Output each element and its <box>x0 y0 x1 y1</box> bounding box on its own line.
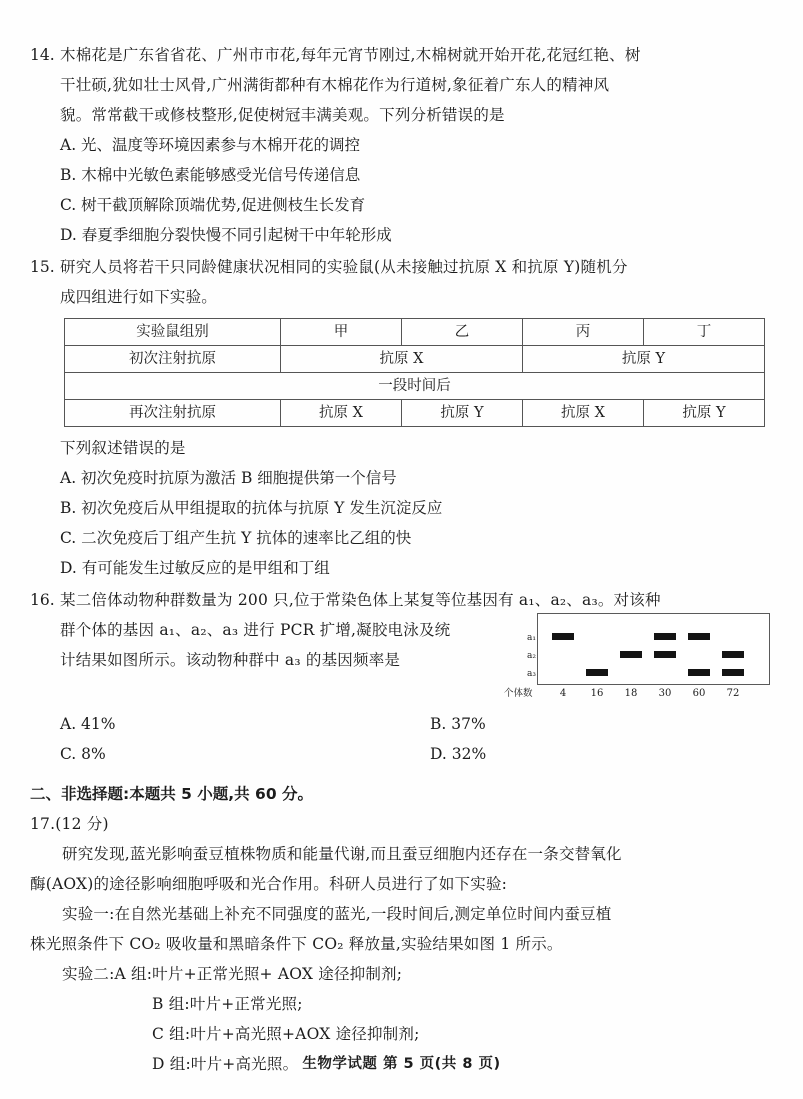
question-15-stem-line-1: 研究人员将若干只同龄健康状况相同的实验鼠(从未接触过抗原 X 和抗原 Y)随机分 <box>60 258 628 276</box>
gel-band-a₂-lane-18 <box>620 651 642 658</box>
question-14-stem-line-2: 干壮硕,犹如壮士风骨,广州满街都种有木棉花作为行道树,象征着广东人的精神风 <box>60 76 610 94</box>
question-17-paragraph-line-1: 研究发现,蓝光影响蚕豆植株物质和能量代谢,而且蚕豆细胞内还存在一条交替氧化 <box>62 845 622 863</box>
gel-electrophoresis-figure <box>504 611 773 709</box>
question-15-option-d[interactable]: D. 有可能发生过敏反应的是甲组和丁组 <box>60 559 330 577</box>
question-14-number: 14. <box>30 46 55 64</box>
table-cell-second-injection-label: 再次注射抗原 <box>65 400 281 427</box>
question-16-option-a[interactable]: A. 41% <box>60 715 116 733</box>
gel-tick-4: 4 <box>559 688 567 699</box>
gel-tick-30: 30 <box>658 688 672 699</box>
table-cell-second-injection-jia: 抗原 X <box>281 400 402 427</box>
gel-tick-18: 18 <box>624 688 638 699</box>
question-14-option-b[interactable]: B. 木棉中光敏色素能够感受光信号传递信息 <box>60 166 361 184</box>
question-17-exp1-line-1: 实验一:在自然光基础上补充不同强度的蓝光,一段时间后,测定单位时间内蚕豆植 <box>62 905 612 923</box>
question-17 <box>30 809 773 1079</box>
question-15-option-c[interactable]: C. 二次免疫后丁组产生抗 Y 抗体的速率比乙组的快 <box>60 529 412 547</box>
gel-row-label-a3: a₃ <box>527 669 536 679</box>
gel-band-a₃-lane-72 <box>722 669 744 676</box>
question-16-stem <box>30 585 661 675</box>
gel-band-a₂-lane-72 <box>722 651 744 658</box>
question-17-score: (12 分) <box>55 815 109 833</box>
question-17-exp2-group-c: C 组:叶片+高光照+AOX 途径抑制剂; <box>152 1025 420 1043</box>
gel-band-a₁-lane-60 <box>688 633 710 640</box>
question-14-stem-line-1: 木棉花是广东省省花、广州市市花,每年元宵节刚过,木棉树就开始开花,花冠红艳、树 <box>60 46 641 64</box>
question-14-stem-line-3: 貌。常常截干或修枝整形,促使树冠丰满美观。下列分析错误的是 <box>60 106 505 124</box>
gel-band-a₂-lane-30 <box>654 651 676 658</box>
table-cell-group-bing: 丙 <box>523 319 644 346</box>
table-cell-first-injection-label: 初次注射抗原 <box>65 346 281 373</box>
question-16-option-row-1 <box>30 709 773 739</box>
question-14-option-a[interactable]: A. 光、温度等环境因素参与木棉开花的调控 <box>60 136 361 154</box>
table-cell-second-injection-yi: 抗原 Y <box>402 400 523 427</box>
question-16 <box>30 585 773 769</box>
gel-row-label-a1: a₁ <box>527 633 536 643</box>
table-cell-group-jia: 甲 <box>281 319 402 346</box>
question-16-stem-line-2: 群个体的基因 a₁、a₂、a₃ 进行 PCR 扩增,凝胶电泳及统 <box>60 621 451 639</box>
gel-axis <box>504 687 786 705</box>
page-footer: 生物学试题 第 5 页(共 8 页) <box>302 1056 501 1072</box>
gel-axis-title: 个体数 <box>504 688 533 699</box>
question-15-stem-line-2: 成四组进行如下实验。 <box>60 288 218 306</box>
question-16-option-d[interactable]: D. 32% <box>430 745 487 763</box>
gel-band-a₃-lane-16 <box>586 669 608 676</box>
table-row <box>65 400 765 427</box>
question-15-prompt: 下列叙述错误的是 <box>60 439 186 457</box>
gel-band-a₁-lane-30 <box>654 633 676 640</box>
gel-tick-60: 60 <box>692 688 706 699</box>
table-row <box>65 373 765 400</box>
question-17-exp2-group-a: 实验二:A 组:叶片+正常光照+ AOX 途径抑制剂; <box>62 965 403 983</box>
question-15-number: 15. <box>30 258 55 276</box>
question-14-stem <box>30 40 773 130</box>
question-17-exp2-group-b: B 组:叶片+正常光照; <box>152 995 303 1013</box>
question-16-number: 16. <box>30 591 55 609</box>
question-14 <box>30 40 773 250</box>
question-16-stem-line-1: 某二倍体动物种群数量为 200 只,位于常染色体上某复等位基因有 a₁、a₂、a₃。对该种 <box>60 591 661 609</box>
question-14-option-c[interactable]: C. 树干截顶解除顶端优势,促进侧枝生长发育 <box>60 196 366 214</box>
table-cell-second-injection-bing: 抗原 X <box>523 400 644 427</box>
question-17-number: 17. <box>30 815 56 833</box>
question-16-option-c[interactable]: C. 8% <box>60 745 106 763</box>
table-row <box>65 346 765 373</box>
question-15-option-a[interactable]: A. 初次免疫时抗原为激活 B 细胞提供第一个信号 <box>60 469 397 487</box>
gel-row-label-a2: a₂ <box>527 651 536 661</box>
table-cell-first-injection-y: 抗原 Y <box>523 346 765 373</box>
table-row <box>65 319 765 346</box>
gel-tick-16: 16 <box>590 688 604 699</box>
table-cell-interval: 一段时间后 <box>65 373 765 400</box>
table-cell-group-yi: 乙 <box>402 319 523 346</box>
question-15 <box>30 252 773 583</box>
question-16-option-b[interactable]: B. 37% <box>430 715 486 733</box>
gel-tick-72: 72 <box>726 688 740 699</box>
question-17-number-score <box>30 809 773 839</box>
question-17-paragraph-line-2: 酶(AOX)的途径影响细胞呼吸和光合作用。科研人员进行了如下实验: <box>30 875 508 893</box>
question-17-exp1-line-2: 株光照条件下 CO₂ 吸收量和黑暗条件下 CO₂ 释放量,实验结果如图 1 所示。 <box>30 935 563 953</box>
question-16-option-row-2 <box>30 739 773 769</box>
table-cell-second-injection-ding: 抗原 Y <box>644 400 765 427</box>
gel-band-a₁-lane-4 <box>552 633 574 640</box>
section-2-heading: 二、非选择题:本题共 5 小题,共 60 分。 <box>30 785 314 803</box>
question-15-option-b[interactable]: B. 初次免疫后从甲组提取的抗体与抗原 Y 发生沉淀反应 <box>60 499 443 517</box>
question-15-experiment-table <box>64 318 765 427</box>
table-cell-group-label: 实验鼠组别 <box>65 319 281 346</box>
question-17-exp2-group-d: D 组:叶片+高光照。 <box>152 1055 299 1073</box>
question-14-option-d[interactable]: D. 春夏季细胞分裂快慢不同引起树干中年轮形成 <box>60 226 392 244</box>
table-cell-group-ding: 丁 <box>644 319 765 346</box>
table-cell-first-injection-x: 抗原 X <box>281 346 523 373</box>
gel-band-a₃-lane-60 <box>688 669 710 676</box>
question-15-stem <box>30 252 773 312</box>
question-16-stem-line-3: 计结果如图所示。该动物种群中 a₃ 的基因频率是 <box>60 651 401 669</box>
